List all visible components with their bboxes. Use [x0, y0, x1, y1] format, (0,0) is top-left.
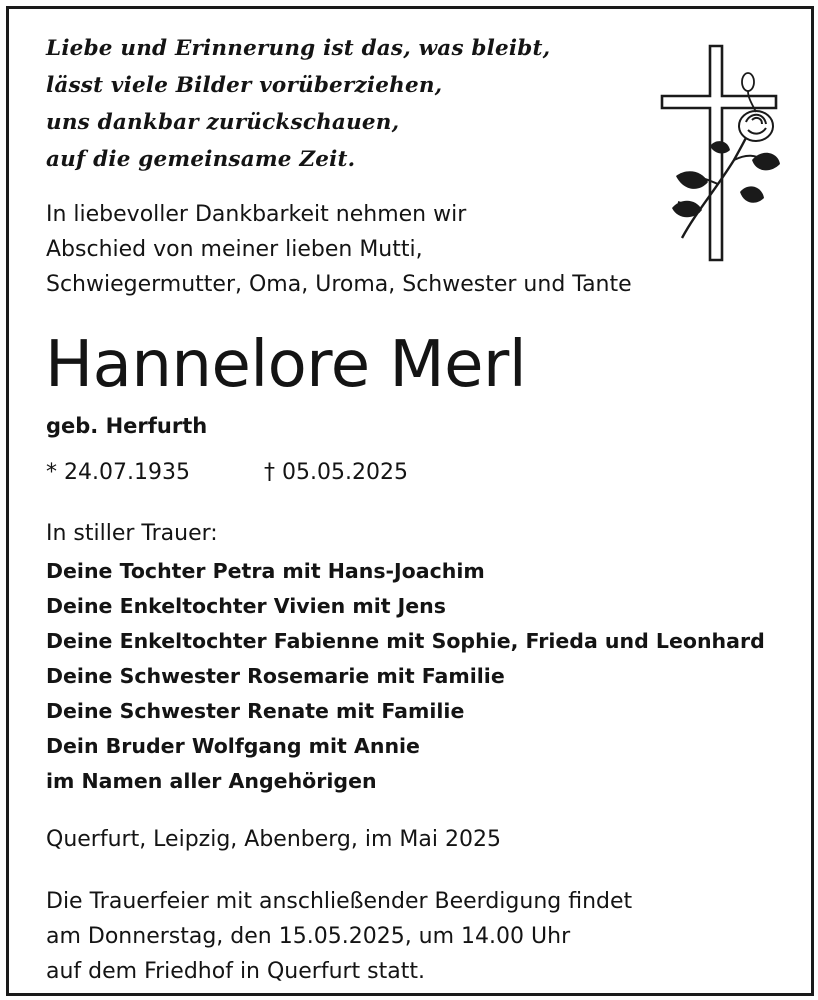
service-line: am Donnerstag, den 15.05.2025, um 14.00 Uhr [46, 924, 571, 949]
birth-date: * 24.07.1935 [46, 460, 190, 485]
mourner-line: Deine Schwester Rosemarie mit Familie [46, 664, 505, 688]
maiden-name: geb. Herfurth [46, 414, 208, 438]
poem-line: uns dankbar zurückschauen, [46, 110, 400, 135]
poem-line: lässt viele Bilder vorüberziehen, [46, 73, 443, 98]
life-dates [46, 456, 408, 490]
memorial-poem [46, 30, 550, 178]
intro-line: Abschied von meiner lieben Mutti, [46, 237, 423, 262]
poem-line: auf die gemeinsame Zeit. [46, 147, 356, 172]
intro-line: In liebevoller Dankbarkeit nehmen wir [46, 202, 467, 227]
mourner-line: Deine Tochter Petra mit Hans-Joachim [46, 559, 485, 583]
mourners-list [46, 554, 765, 799]
mourner-line: Deine Schwester Renate mit Familie [46, 699, 465, 723]
mourner-line: Dein Bruder Wolfgang mit Annie [46, 734, 420, 758]
mourner-line: Deine Enkeltochter Fabienne mit Sophie, Frieda und Leonhard [46, 629, 765, 653]
service-line: Die Trauerfeier mit anschließender Beerdigung findet [46, 889, 633, 914]
mourner-line: Deine Enkeltochter Vivien mit Jens [46, 594, 446, 618]
service-line: auf dem Friedhof in Querfurt statt. [46, 959, 425, 984]
funeral-service-info [46, 884, 632, 989]
place-and-date: Querfurt, Leipzig, Abenberg, im Mai 2025 [46, 827, 501, 852]
intro-text [46, 197, 632, 302]
cross-with-rose-icon [656, 42, 784, 264]
deceased-name: Hannelore Merl [45, 328, 527, 402]
death-date: † 05.05.2025 [264, 460, 408, 485]
mourners-title: In stiller Trauer: [46, 521, 218, 546]
mourner-line: im Namen aller Angehörigen [46, 769, 377, 793]
poem-line: Liebe und Erinnerung ist das, was bleibt, [46, 36, 551, 61]
intro-line: Schwiegermutter, Oma, Uroma, Schwester und Tante [46, 272, 632, 297]
